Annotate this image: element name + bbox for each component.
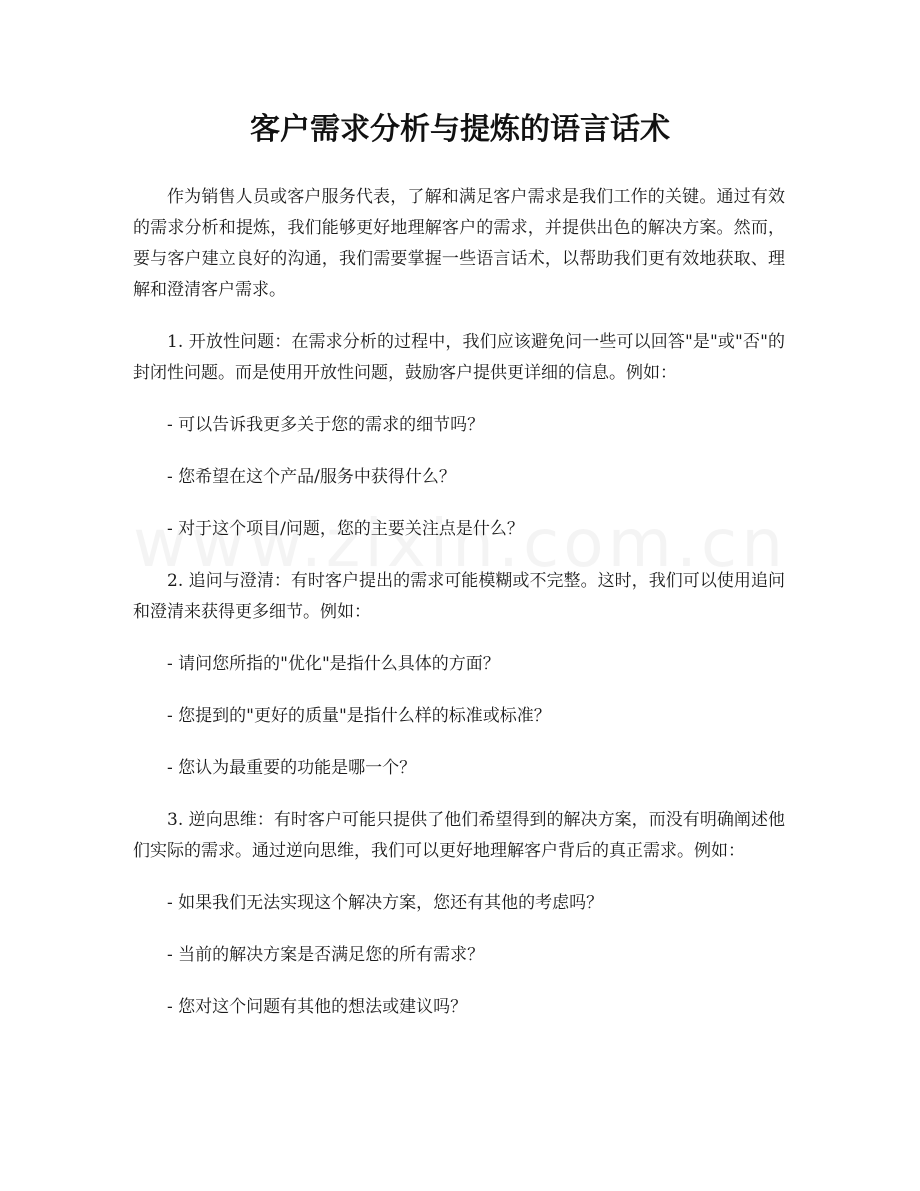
document-title: 客户需求分析与提炼的语言话术	[250, 112, 670, 147]
section-1-item: - 您希望在这个产品/服务中获得什么？	[167, 467, 456, 487]
section-3-item: - 当前的解决方案是否满足您的所有需求？	[167, 945, 485, 965]
section-3-heading: 3. 逆向思维：有时客户可能只提供了他们希望得到的解决方案，而没有明确阐述他们实际的需求。通过逆向思维，我们可以更好地理解客户背后的真正需求。例如：	[133, 810, 785, 861]
section-1-heading: 1. 开放性问题：在需求分析的过程中，我们应该避免问一些可以回答"是"或"否"的封闭性问题。而是使用开放性问题，鼓励客户提供更详细的信息。例如：	[133, 332, 785, 383]
section-2-heading: 2. 追问与澄清：有时客户提出的需求可能模糊或不完整。这时，我们可以使用追问和澄清来获得更多细节。例如：	[133, 571, 785, 622]
section-2-item: - 请问您所指的"优化"是指什么具体的方面？	[167, 654, 500, 674]
section-3-item: - 您对这个问题有其他的想法或建议吗？	[167, 997, 468, 1017]
section-2-item: - 您提到的"更好的质量"是指什么样的标准或标准？	[167, 706, 551, 726]
section-1-item: - 对于这个项目/问题，您的主要关注点是什么？	[167, 519, 524, 539]
section-3-item: - 如果我们无法实现这个解决方案，您还有其他的考虑吗？	[167, 893, 604, 913]
document-body	[133, 182, 785, 1044]
section-1-item: - 可以告诉我更多关于您的需求的细节吗？	[167, 415, 485, 435]
intro-paragraph: 作为销售人员或客户服务代表，了解和满足客户需求是我们工作的关键。通过有效的需求分析和提炼，我们能够更好地理解客户的需求，并提供出色的解决方案。然而，要与客户建立良好的沟通，我们需要掌握一些语言话术，以帮助我们更有效地获取、理解和澄清客户需求。	[133, 187, 785, 300]
section-2-item: - 您认为最重要的功能是哪一个？	[167, 758, 417, 778]
